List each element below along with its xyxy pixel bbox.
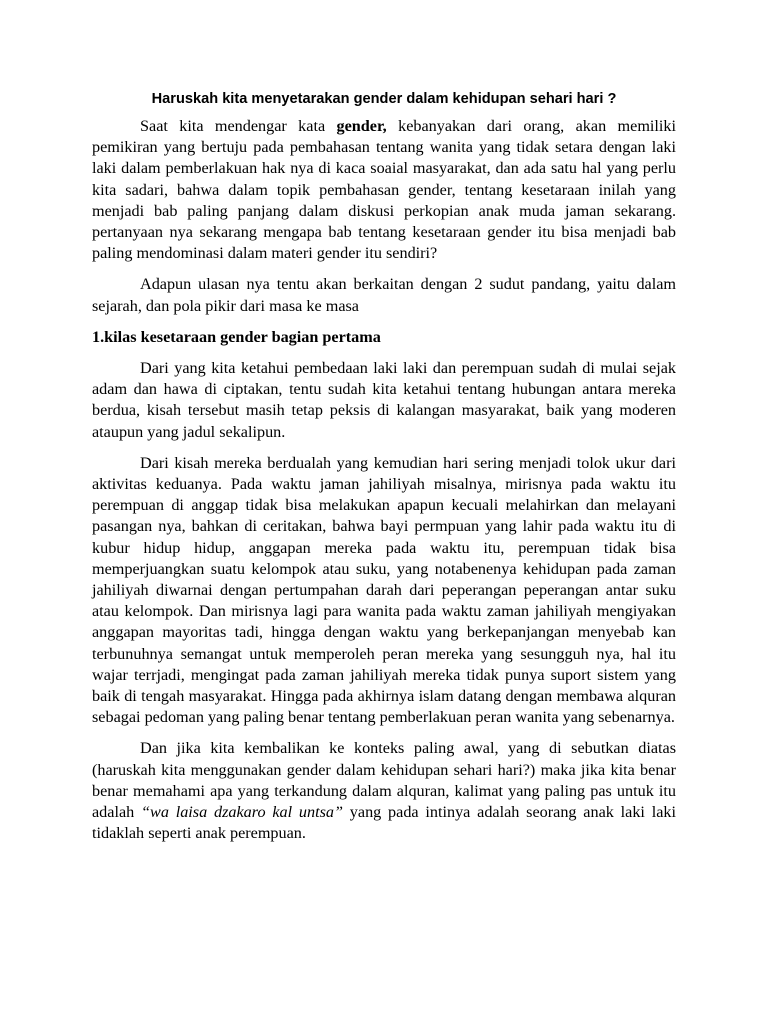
paragraph-intro-rest: kebanyakan dari orang, akan memiliki pemikiran yang bertuju pada pembahasan tentang wanita yang tidak setara dengan laki laki dalam pemberlakuan hak nya di kaca soaial masyarakat, dan ada satu hal yang perlu kita sadari, bahwa dalam topik pembahasan gender, tentang kesetaraan inilah yang menjadi bab paling panjang dalam diskusi perkopian anak muda jaman sekarang. pertanyaan nya sekarang mengapa bab tentang kesetaraan gender itu bisa menjadi bab paling mendominasi dalam materi gender itu sendiri? <box>92 117 676 263</box>
document-page <box>92 88 676 855</box>
paragraph-intro-lead: Saat kita mendengar kata <box>140 117 337 135</box>
paragraph-conclusion <box>92 738 676 844</box>
paragraph-conclusion-lead: Dan jika kita kembalikan ke konteks paling awal, yang di sebutkan diatas (haruskah kita menggunakan gender dalam kehidupan sehari hari?) maka jika kita benar benar memahami apa yang terkandung dalam alquran, kalimat yang paling pas untuk itu adalah <box>92 739 676 822</box>
keyword-gender: gender, <box>336 117 387 135</box>
paragraph-history: Dari yang kita ketahui pembedaan laki laki dan perempuan sudah di mulai sejak adam dan hawa di ciptakan, tentu sudah kita ketahui tentang hubungan antara mereka berdua, kisah tersebut masih tetap peksis di kalangan masyarakat, baik yang moderen ataupun yang jadul sekalipun. <box>92 359 676 441</box>
paragraph-perspectives: Adapun ulasan nya tentu akan berkaitan dengan 2 sudut pandang, yaitu dalam sejarah, dan pola pikir dari masa ke masa <box>92 275 676 315</box>
paragraph-conclusion-rest: yang pada intinya adalah seorang anak laki laki tidaklah seperti anak perempuan. <box>92 803 676 843</box>
section-heading-1: 1.kilas kesetaraan gender bagian pertama <box>92 327 381 346</box>
paragraph-intro <box>92 116 676 264</box>
paragraph-jahiliyah: Dari kisah mereka berdualah yang kemudian hari sering menjadi tolok ukur dari aktivitas keduanya. Pada waktu jaman jahiliyah misalnya, mirisnya pada waktu itu perempuan di anggap tidak bisa melakukan apapun kecuali melahirkan dan melayani pasangan nya, bahkan di ceritakan, bahwa bayi permpuan yang lahir pada waktu itu di kubur hidup hidup, anggapan mereka pada waktu itu, perempuan tidak bisa memperjuangkan suatu kelompok atau suku, yang notabenenya kehidupan pada zaman jahiliyah diwarnai dengan pertumpahan darah dari peperangan peperangan antar suku atau kelompok. Dan mirisnya lagi para wanita pada waktu zaman jahiliyah mengiyakan anggapan mayoritas tadi, hingga dengan waktu yang berkepanjangan menyebab kan terbunuhnya semangat untuk memperoleh peran mereka yang sesungguh nya, hal itu wajar terrjadi, mengingat pada zaman jahiliyah mereka tidak punya suport sistem yang baik di tengah masyarakat. Hingga pada akhirnya islam datang dengan membawa alquran sebagai pedoman yang paling benar tentang pemberlakuan peran wanita yang sebenarnya. <box>92 453 676 727</box>
quran-quote: “wa laisa dzakaro kal untsa” <box>141 803 343 822</box>
document-title: Haruskah kita menyetarakan gender dalam kehidupan sehari hari ? <box>151 91 617 107</box>
